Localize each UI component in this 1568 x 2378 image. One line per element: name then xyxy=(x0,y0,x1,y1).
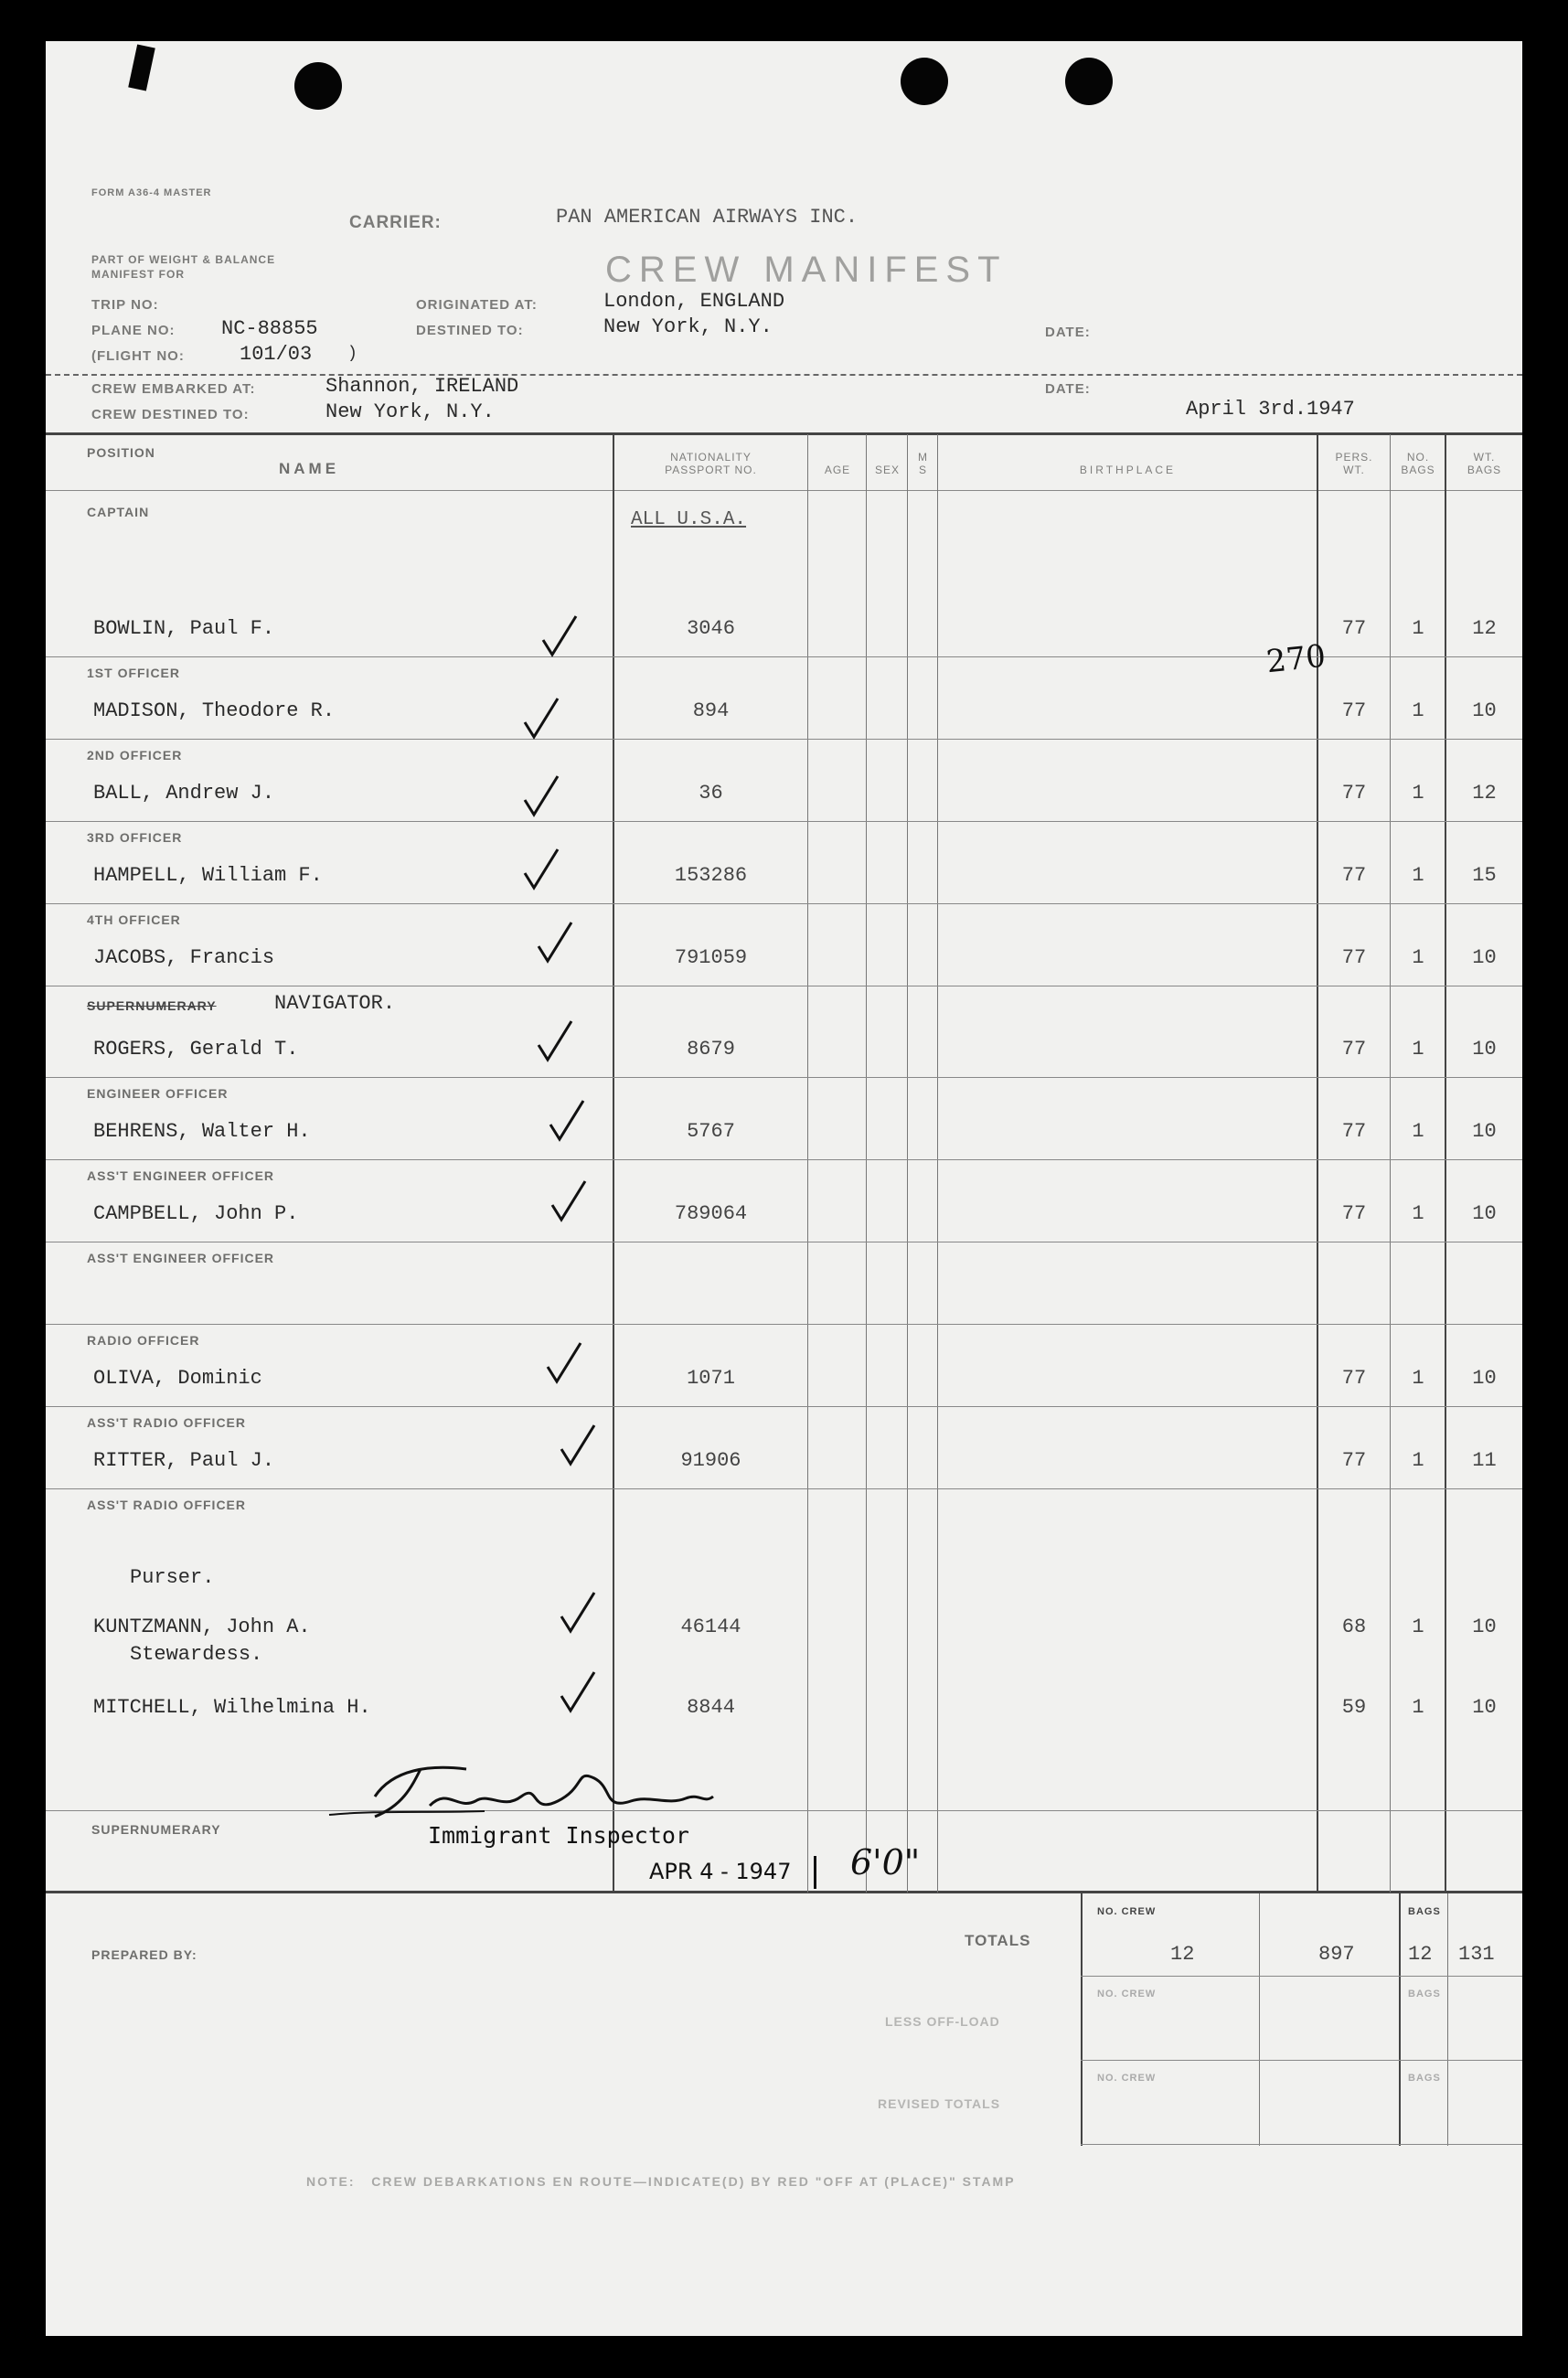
passport-number: 791059 xyxy=(674,946,748,969)
bag-count: 1 xyxy=(1412,1696,1424,1719)
crew-destined-value: New York, N.Y. xyxy=(325,400,495,423)
bag-count: 1 xyxy=(1412,864,1424,887)
revised-totals-label: REVISED TOTALS xyxy=(878,2096,1001,2111)
pers-wt: 77 xyxy=(1341,1120,1367,1143)
originated-label: ORIGINATED AT: xyxy=(416,297,538,313)
passport-number: 8679 xyxy=(687,1038,735,1061)
inspector-signature xyxy=(320,1760,722,1824)
flight-close: ) xyxy=(347,345,357,363)
bag-weight: 10 xyxy=(1472,1696,1497,1719)
plane-label: PLANE NO: xyxy=(91,323,176,338)
bags-label: BAGS xyxy=(1408,1989,1441,1999)
position-label: CAPTAIN xyxy=(87,505,150,519)
prepared-by-label: PREPARED BY: xyxy=(91,1947,197,1962)
bag-weight: 10 xyxy=(1472,1202,1497,1225)
bag-count: 1 xyxy=(1412,946,1424,969)
manifest-page xyxy=(46,41,1522,2336)
crew-destined-label: CREW DESTINED TO: xyxy=(91,407,250,422)
check-mark-icon xyxy=(558,1422,598,1469)
carrier-value: PAN AMERICAN AIRWAYS INC. xyxy=(556,206,859,229)
check-mark-icon xyxy=(521,695,561,742)
punch-hole-1 xyxy=(294,62,342,110)
row-rule xyxy=(46,1406,1522,1407)
bag-weight: 10 xyxy=(1472,1367,1497,1390)
position-label: Stewardess. xyxy=(130,1643,263,1666)
col-line-name xyxy=(613,434,614,1893)
passport-number: 46144 xyxy=(680,1616,741,1638)
corner-mark xyxy=(128,44,155,91)
pers-wt: 77 xyxy=(1341,1449,1367,1472)
col-ms: M S xyxy=(918,451,928,476)
pers-wt: 77 xyxy=(1341,1038,1367,1061)
row-rule xyxy=(46,903,1522,904)
position-label: ASS'T RADIO OFFICER xyxy=(87,1415,246,1430)
bag-count: 1 xyxy=(1412,1202,1424,1225)
crew-name: BOWLIN, Paul F. xyxy=(93,617,275,640)
total-weight: 897 xyxy=(1318,1943,1355,1966)
table-bottom-rule xyxy=(46,1891,1522,1893)
total-bag-weight: 131 xyxy=(1458,1943,1495,1966)
col-pers-wt: PERS. WT. xyxy=(1335,451,1373,476)
row-rule xyxy=(46,821,1522,822)
row-rule xyxy=(46,1488,1522,1489)
position-label: 2ND OFFICER xyxy=(87,748,183,762)
totals-box-mid xyxy=(1259,1893,1260,2146)
header-divider xyxy=(46,374,1522,376)
form-number: FORM A36-4 MASTER xyxy=(91,187,212,198)
crew-name: ROGERS, Gerald T. xyxy=(93,1038,299,1061)
embarked-value: Shannon, IRELAND xyxy=(325,375,519,398)
pers-wt: 68 xyxy=(1341,1616,1367,1638)
row-rule xyxy=(46,1324,1522,1325)
trip-label: TRIP NO: xyxy=(91,297,159,313)
stamp-bar xyxy=(814,1856,816,1889)
manifest-for-label: MANIFEST FOR xyxy=(91,268,185,281)
position-prefix: SUPERNUMERARY xyxy=(87,998,217,1013)
totals-box-bagwt xyxy=(1447,1893,1448,2146)
row-rule xyxy=(46,1077,1522,1078)
check-mark-icon xyxy=(535,1018,575,1065)
passport-number: 789064 xyxy=(674,1202,748,1225)
check-mark-icon xyxy=(535,919,575,966)
col-line-age xyxy=(866,434,867,1893)
pers-wt: 59 xyxy=(1341,1696,1367,1719)
bag-weight: 10 xyxy=(1472,1038,1497,1061)
col-line-perswt xyxy=(1390,434,1391,1893)
bag-count: 1 xyxy=(1412,1120,1424,1143)
col-name: NAME xyxy=(279,460,340,477)
punch-hole-3 xyxy=(1065,58,1113,105)
check-mark-icon xyxy=(521,846,561,893)
col-wt-bags: WT. BAGS xyxy=(1467,451,1502,476)
row-rule xyxy=(46,1159,1522,1160)
footer-note: NOTE: CREW DEBARKATIONS EN ROUTE—INDICATE(D) BY RED "OFF AT (PLACE)" STAMP xyxy=(306,2174,1016,2189)
table-header-rule xyxy=(46,490,1522,491)
check-mark-icon xyxy=(539,613,580,660)
originated-value: London, ENGLAND xyxy=(603,290,785,313)
col-line-bags xyxy=(1445,434,1446,1893)
crew-name: MITCHELL, Wilhelmina H. xyxy=(93,1696,371,1719)
totals-rule-3 xyxy=(1081,2144,1522,2145)
punch-hole-2 xyxy=(901,58,948,105)
bag-weight: 10 xyxy=(1472,699,1497,722)
carrier-label: CARRIER: xyxy=(349,213,442,232)
passport-number: 91906 xyxy=(680,1449,741,1472)
date-label-1: DATE: xyxy=(1045,325,1091,340)
bag-count: 1 xyxy=(1412,782,1424,805)
weight-balance-label: PART OF WEIGHT & BALANCE xyxy=(91,253,276,266)
stamp-date: APR 4 - 1947 xyxy=(649,1859,792,1884)
no-crew-label: NO. CREW xyxy=(1097,1906,1157,1917)
col-sex: SEX xyxy=(874,464,900,476)
date-label-2: DATE: xyxy=(1045,381,1091,397)
position-label: ASS'T RADIO OFFICER xyxy=(87,1498,246,1512)
bag-count: 1 xyxy=(1412,1616,1424,1638)
row-rule xyxy=(46,1810,1522,1811)
bag-weight: 15 xyxy=(1472,864,1497,887)
bags-label: BAGS xyxy=(1408,1906,1441,1917)
bag-count: 1 xyxy=(1412,1449,1424,1472)
position-label: ASS'T ENGINEER OFFICER xyxy=(87,1251,275,1265)
position-label: NAVIGATOR. xyxy=(274,992,396,1015)
total-crew: 12 xyxy=(1170,1943,1195,1966)
destined-value: New York, N.Y. xyxy=(603,315,773,338)
page-title: CREW MANIFEST xyxy=(605,250,1008,290)
passport-number: 894 xyxy=(692,699,730,722)
bag-weight: 12 xyxy=(1472,617,1497,640)
supernumerary-label: SUPERNUMERARY xyxy=(91,1822,221,1837)
position-label: 3RD OFFICER xyxy=(87,830,183,845)
flight-label: (FLIGHT NO: xyxy=(91,348,185,364)
pers-wt: 77 xyxy=(1341,1367,1367,1390)
inspector-title: Immigrant Inspector xyxy=(428,1822,689,1849)
totals-box-left xyxy=(1081,1893,1083,2146)
plane-value: NC-88855 xyxy=(221,317,318,340)
totals-rule-2 xyxy=(1081,2060,1522,2061)
col-line-nat xyxy=(807,434,808,1893)
nationality-all: ALL U.S.A. xyxy=(631,509,747,530)
bag-count: 1 xyxy=(1412,617,1424,640)
table-top-rule xyxy=(46,432,1522,435)
position-label: ENGINEER OFFICER xyxy=(87,1086,229,1101)
less-offload-label: LESS OFF-LOAD xyxy=(885,2014,1000,2029)
pers-wt: 77 xyxy=(1341,699,1367,722)
crew-name: HAMPELL, William F. xyxy=(93,864,323,887)
crew-name: BEHRENS, Walter H. xyxy=(93,1120,311,1143)
check-mark-icon xyxy=(547,1097,587,1145)
col-no-bags: NO. BAGS xyxy=(1401,451,1435,476)
pers-wt: 77 xyxy=(1341,864,1367,887)
total-bags: 12 xyxy=(1408,1943,1433,1966)
bag-weight: 10 xyxy=(1472,1120,1497,1143)
crew-name: MADISON, Theodore R. xyxy=(93,699,336,722)
flight-value: 101/03 xyxy=(240,343,313,366)
crew-name: OLIVA, Dominic xyxy=(93,1367,262,1390)
position-label: 4TH OFFICER xyxy=(87,912,181,927)
passport-number: 5767 xyxy=(687,1120,735,1143)
passport-number: 153286 xyxy=(674,864,748,887)
check-mark-icon xyxy=(544,1339,584,1387)
pers-wt: 77 xyxy=(1341,946,1367,969)
position-label: ASS'T ENGINEER OFFICER xyxy=(87,1168,275,1183)
passport-number: 8844 xyxy=(687,1696,735,1719)
check-mark-icon xyxy=(558,1589,598,1637)
crew-name: KUNTZMANN, John A. xyxy=(93,1616,311,1638)
no-crew-label: NO. CREW xyxy=(1097,1989,1157,1999)
annotation-270: 270 xyxy=(1264,637,1328,681)
position-label: RADIO OFFICER xyxy=(87,1333,200,1348)
pers-wt: 77 xyxy=(1341,617,1367,640)
manifest-date: April 3rd.1947 xyxy=(1186,398,1355,421)
check-mark-icon xyxy=(549,1178,589,1225)
col-line-sex xyxy=(907,434,908,1893)
pers-wt: 77 xyxy=(1341,1202,1367,1225)
bag-weight: 12 xyxy=(1472,782,1497,805)
bag-weight: 10 xyxy=(1472,1616,1497,1638)
crew-name: JACOBS, Francis xyxy=(93,946,275,969)
no-crew-label: NO. CREW xyxy=(1097,2073,1157,2084)
passport-number: 3046 xyxy=(687,617,735,640)
crew-name: BALL, Andrew J. xyxy=(93,782,275,805)
bag-count: 1 xyxy=(1412,699,1424,722)
position-label: Purser. xyxy=(130,1566,215,1589)
position-label: 1ST OFFICER xyxy=(87,666,181,680)
bags-label: BAGS xyxy=(1408,2073,1441,2084)
row-rule xyxy=(46,739,1522,740)
col-nationality: NATIONALITY PASSPORT NO. xyxy=(665,451,757,476)
passport-number: 36 xyxy=(699,782,723,805)
col-line-ms xyxy=(937,434,938,1893)
pers-wt: 77 xyxy=(1341,782,1367,805)
stamp-note: 6'0" xyxy=(850,1842,921,1882)
totals-label: TOTALS xyxy=(965,1932,1031,1949)
col-position: POSITION xyxy=(87,445,155,460)
col-birthplace: BIRTHPLACE xyxy=(1079,464,1177,476)
totals-rule-1 xyxy=(1081,1976,1522,1977)
check-mark-icon xyxy=(558,1669,598,1716)
bag-count: 1 xyxy=(1412,1367,1424,1390)
destined-label: DESTINED TO: xyxy=(416,323,524,338)
crew-name: CAMPBELL, John P. xyxy=(93,1202,299,1225)
col-age: AGE xyxy=(824,464,851,476)
embarked-label: CREW EMBARKED AT: xyxy=(91,381,256,397)
bag-weight: 11 xyxy=(1472,1449,1497,1472)
bag-count: 1 xyxy=(1412,1038,1424,1061)
totals-box-bags xyxy=(1399,1893,1401,2146)
bag-weight: 10 xyxy=(1472,946,1497,969)
check-mark-icon xyxy=(521,773,561,820)
passport-number: 1071 xyxy=(687,1367,735,1390)
crew-name: RITTER, Paul J. xyxy=(93,1449,275,1472)
